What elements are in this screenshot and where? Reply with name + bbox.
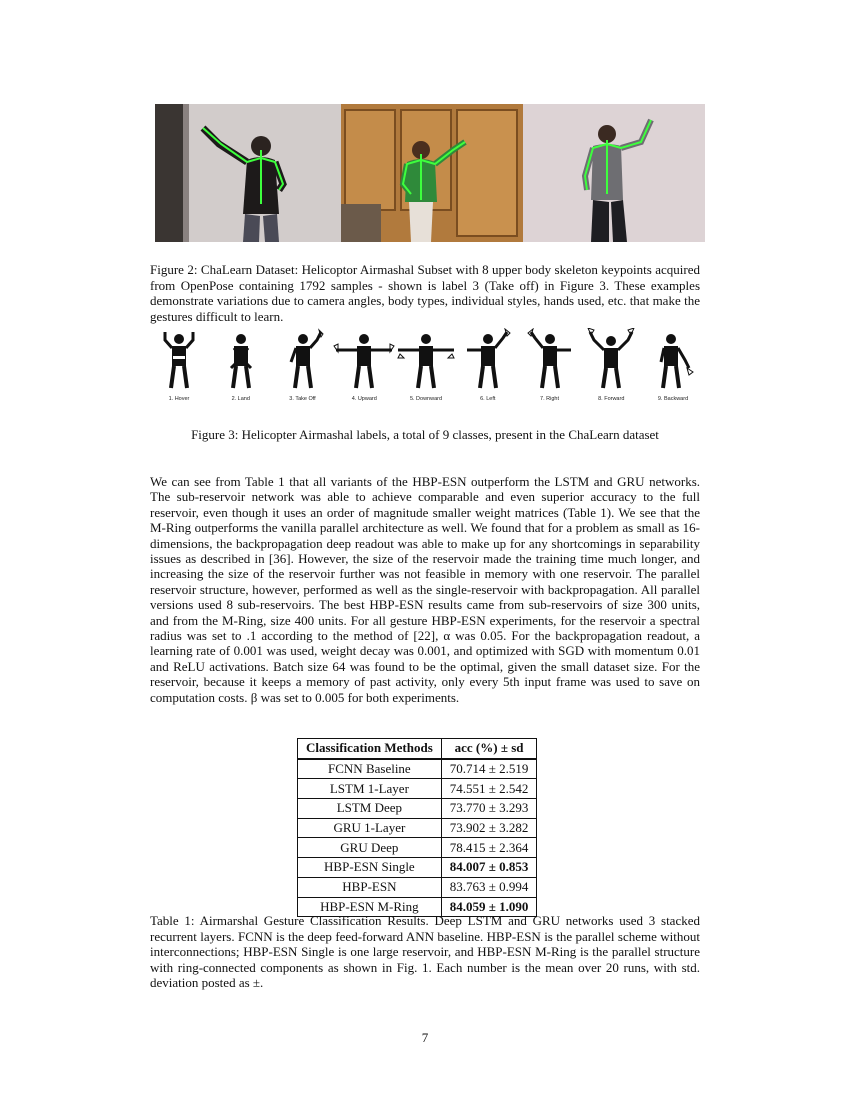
pose-take-off-icon <box>281 328 325 394</box>
pose-label-right: 7. Right <box>540 396 559 402</box>
pose-land <box>212 328 270 410</box>
table-cell-method: HBP-ESN <box>298 877 442 897</box>
table-cell-accuracy: 84.059 ± 1.090 <box>441 897 537 917</box>
pose-forward <box>582 328 640 410</box>
pose-downward <box>397 328 455 410</box>
table-1-caption: Table 1: Airmarshal Gesture Classification Results. Deep LSTM and GRU networks used 3 stacked recurrent layers. FCNN is the deep feed-forward ANN baseline. HBP-ESN is the parallel scheme without interconnections; HBP-ESN Single is one large reservoir, and HBP-ESN M-Ring is the parallel structure with ring-connected components as shown in Fig. 1. Each number is the mean over 20 runs, with std. deviation posted as ±. <box>150 913 700 991</box>
table-cell-accuracy: 70.714 ± 2.519 <box>441 759 537 779</box>
table-cell-method: LSTM 1-Layer <box>298 779 442 799</box>
table-cell-accuracy: 73.770 ± 3.293 <box>441 799 537 819</box>
table-header-row <box>298 739 537 759</box>
table-row <box>298 759 537 779</box>
table-cell-method: FCNN Baseline <box>298 759 442 779</box>
page-number: 7 <box>421 1030 429 1045</box>
pose-right <box>521 328 579 410</box>
table-cell-method: LSTM Deep <box>298 799 442 819</box>
table-cell-accuracy: 83.763 ± 0.994 <box>441 877 537 897</box>
table-header-accuracy: acc (%) ± sd <box>441 739 537 759</box>
table-cell-accuracy: 84.007 ± 0.853 <box>441 858 537 878</box>
pose-upward-icon <box>332 328 396 394</box>
pose-downward-icon <box>394 328 458 394</box>
pose-hover <box>150 328 208 410</box>
table-cell-method: GRU 1-Layer <box>298 818 442 838</box>
pose-right-icon <box>525 328 575 394</box>
figure-2-caption: Figure 2: ChaLearn Dataset: Helicoptor Airmashal Subset with 8 upper body skeleton keypoints acquired from OpenPose containing 1792 samples - shown is label 3 (Take off) in Figure 3. These examples demonstrate variations due to camera angles, body types, individual styles, hands used, etc. that make the gestures difficult to learn. <box>150 262 700 324</box>
body-paragraph <box>150 474 700 705</box>
pose-label-downward: 5. Downward <box>409 396 443 402</box>
table-cell-method: HBP-ESN Single <box>298 858 442 878</box>
pose-label-forward: 8. Forward <box>598 396 625 402</box>
table-cell-method: HBP-ESN M-Ring <box>298 897 442 917</box>
pose-backward-icon <box>651 328 695 394</box>
pose-backward <box>644 328 702 410</box>
pose-label-left: 6. Left <box>480 396 496 402</box>
table-cell-accuracy: 73.902 ± 3.282 <box>441 818 537 838</box>
photo-man-pointing <box>155 104 341 242</box>
pose-left <box>459 328 517 410</box>
results-table <box>297 738 537 917</box>
figure-2-photo-strip <box>155 104 705 242</box>
table-cell-method: GRU Deep <box>298 838 442 858</box>
pose-label-hover: 1. Hover <box>168 396 190 402</box>
pose-label-take-off: 3. Take Off <box>289 396 316 402</box>
figure-3-caption: Figure 3: Helicopter Airmashal labels, a total of 9 classes, present in the ChaLearn dataset <box>191 427 659 442</box>
pose-land-icon <box>219 328 263 394</box>
pose-label-land: 2. Land <box>231 396 250 402</box>
pose-left-icon <box>463 328 513 394</box>
photo-woman-grey-top <box>523 104 705 242</box>
body-paragraph-text: We can see from Table 1 that all variants of the HBP-ESN outperform the LSTM and GRU networks. The sub-reservoir network was able to achieve comparable and even superior accuracy to the full reservoir, even though it uses an order of magnitude smaller weight matrices (Table 1). We see that the M-Ring outperforms the vanilla parallel architecture as well. We found that for a problem as small as 16-dimensions, the backpropagation deep readout was able to make up for any shortcomings in separability issues as described in [36]. However, the size of the reservoir made the training time much longer, and increasing the size of the reservoir further was not feasible in memory with one reservoir. The parallel reservoir structure, however, performed as well as the single-reservoir with backpropagation. All parallel versions used 8 sub-reservoirs. The best HBP-ESN results came from sub-reservoirs of size 300 units, and from the M-Ring, size 400 units. For all gesture HBP-ESN experiments, for the reservoir a spectral radius was set to .1 according to the method of [22], α was 0.05. For the backpropagation readout, a learning rate of 0.001 was used, weight decay was 0.001, and optimized with SGD with momentum 0.01 and ReLU activations. Batch size 64 was found to be the optimal, given the small dataset size. For the reservoir, because it keeps a memory of past activity, only every 5th input frame was used to save on computation costs. β was set to 0.005 for both experiments. <box>150 474 700 705</box>
photo-woman-cabinets <box>341 104 523 242</box>
table-row <box>298 877 537 897</box>
pose-hover-icon <box>157 328 201 394</box>
table-cell-accuracy: 74.551 ± 2.542 <box>441 779 537 799</box>
pose-label-upward: 4. Upward <box>351 396 377 402</box>
pose-label-backward: 9. Backward <box>657 396 689 402</box>
table-row <box>298 858 537 878</box>
table-header-method: Classification Methods <box>298 739 442 759</box>
table-row <box>298 779 537 799</box>
table-row <box>298 818 537 838</box>
figure-3-gesture-row <box>150 328 702 410</box>
table-row <box>298 799 537 819</box>
pose-take-off <box>274 328 332 410</box>
pose-upward <box>335 328 393 410</box>
table-row <box>298 838 537 858</box>
pose-forward-icon <box>584 328 638 394</box>
table-cell-accuracy: 78.415 ± 2.364 <box>441 838 537 858</box>
